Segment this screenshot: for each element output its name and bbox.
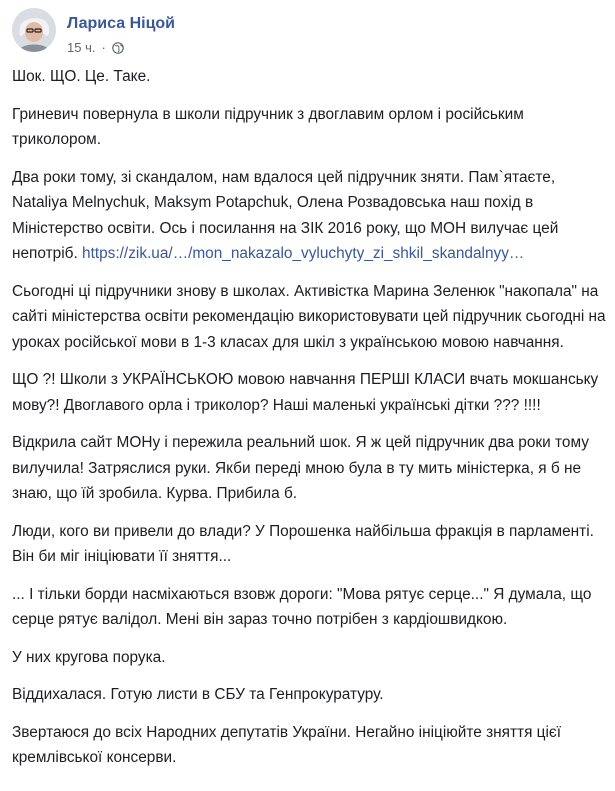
paragraph: Люди, кого ви привели до влади? У Порошенка найбільша фракція в парламенті. Він би міг ініціювати її зняття... (12, 522, 594, 565)
avatar-portrait-icon (12, 8, 56, 52)
paragraph: Сьогодні ці підручники знову в школах. Активістка Марина Зеленюк "накопала" на сайті міністерства освіти рекомендацію використовувати цей підручник сьогодні на уроках російської мови в 1-3 класах для шкіл з українською мовою навчання. (12, 282, 606, 351)
post-time[interactable]: 15 ч. (67, 40, 96, 55)
author-avatar[interactable] (12, 8, 56, 52)
paragraph: У них кругова порука. (12, 648, 166, 666)
paragraph: ЩО ?! Школи з УКРАЇНСЬКОЮ мовою навчання ПЕРШІ КЛАСИ вчать мокшанську мову?! Двоглавого орла і триколор? Наші маленькі українські дітки ??? !!!! (12, 371, 599, 414)
paragraph: Гриневич повернула в школи підручник з двоглавим орлом і російським триколором. (12, 105, 524, 148)
post-subline (67, 40, 175, 55)
paragraph-with-link (12, 165, 608, 267)
paragraph: Шок. ЩО. Це. Таке. (12, 68, 151, 85)
post-body (12, 64, 608, 783)
paragraph-text: Два роки тому, зі скандалом, нам вдалося цей підручник зняти. Пам`ятаєте, Nataliya Melnychuk, Maksym Potapchuk, Олена Розвадовська наш похід в Міністерство освіти. Ось і посилання на ЗІК 2016 року, що МОН вилучає цей непотріб. (12, 168, 559, 262)
globe-icon[interactable] (112, 42, 124, 54)
paragraph: Звертаюся до всіх Народних депутатів України. Негайно ініціюйте зняття цієї кремлівської консерви. (12, 723, 562, 766)
author-name[interactable]: Лариса Ніцой (67, 15, 176, 32)
zik-link[interactable]: https://zik.ua/…/mon_nakazalo_vyluchyty_zi_shkil_skandalnyy… (82, 245, 525, 262)
post-header (12, 8, 175, 62)
paragraph: Віддихалася. Готую листи в СБУ та Генпрокуратуру. (12, 686, 384, 703)
post-meta (67, 14, 175, 55)
separator-dot: · (101, 40, 106, 55)
paragraph: ... І тільки борди насміхаються взовж дороги: "Мова рятує серце..." Я думала, що серце рятує валідол. Мені він зараз точно потрібен з кардіошвидкою. (12, 585, 592, 628)
paragraph: Відкрила сайт МОНу і пережила реальний шок. Я ж цей підручник два роки тому вилучила! Затряслися руки. Якби переді мною була в ту мить міністерка, я б не знаю, що їй зробила. Курва. Прибила б. (12, 434, 589, 502)
